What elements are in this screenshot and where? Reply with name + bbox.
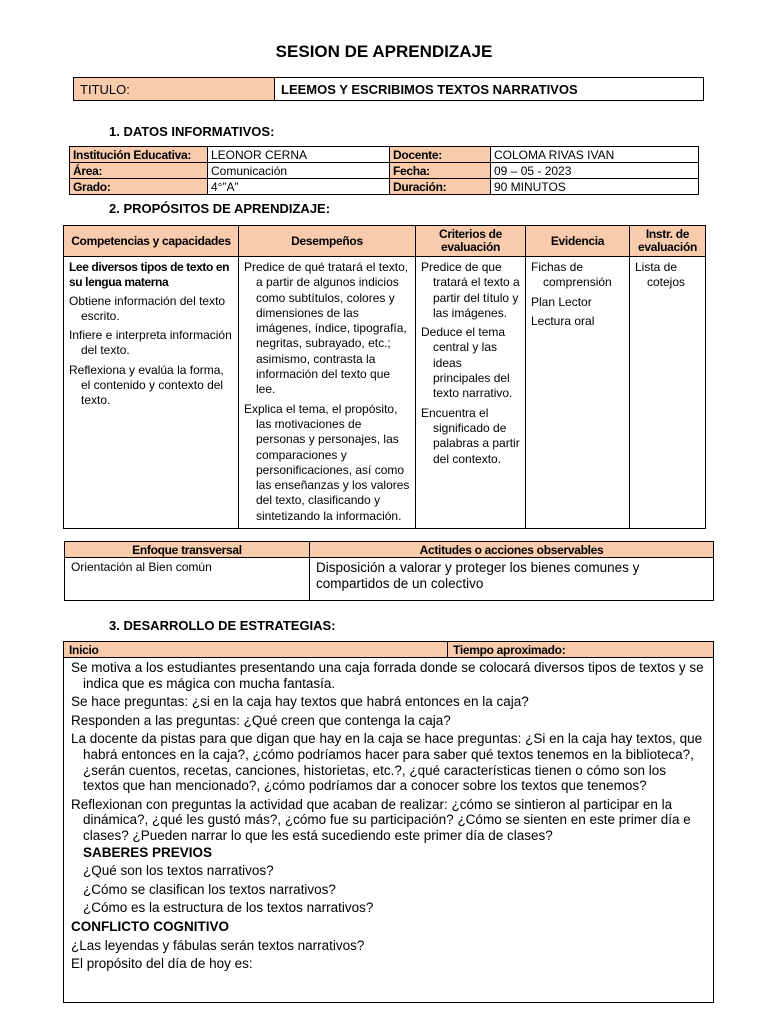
strategy-paragraph: Reflexionan con preguntas la actividad que acaban de realizar: ¿cómo se sintieron al participar en la dinámica?, ¿qué les gustó más?, ¿cómo fue su participación? ¿Cómo se sienten en este primer día e clases? ¿Pueden narrar lo que les está sucediendo este primer día de clases? bbox=[71, 796, 691, 843]
grado-value: 4°”A” bbox=[208, 179, 390, 195]
strategy-paragraph: La docente da pistas para que digan que hay en la caja se hace preguntas: ¿Si en la caja hay textos, que habrá entonces en la caja?, ¿cómo podríamos hacer para saber qué textos tenemos en la biblioteca?, ¿serán cuentos, recetas, canciones, historietas, etc.?, ¿qué características tienen o cómo son los textos que han mencionado?, ¿cómo podríamos dar a conocer sobre los textos que tenemos? bbox=[71, 731, 703, 794]
header-actitudes: Actitudes o acciones observables bbox=[310, 542, 714, 558]
saberes-previos-heading: SABERES PREVIOS bbox=[83, 844, 213, 860]
criterio-item: Deduce el tema central y las ideas principales del texto narrativo. bbox=[421, 325, 513, 401]
header-instrumento: Instr. de evaluación bbox=[630, 226, 706, 257]
duracion-value: 90 MINUTOS bbox=[491, 179, 699, 195]
evidencia-item: Plan Lector bbox=[531, 294, 592, 309]
docente-label: Docente: bbox=[390, 147, 491, 163]
strategy-paragraph: Se motiva a los estudiantes presentando una caja forrada donde se colocará diversos tipos de textos y se indica que es mágica con mucha fantasía. bbox=[71, 660, 704, 691]
evidencias-cell bbox=[526, 257, 630, 529]
area-value: Comunicación bbox=[208, 163, 390, 179]
header-tiempo: Tiempo aproximado: bbox=[448, 642, 714, 658]
criterios-cell bbox=[416, 257, 526, 529]
section-estrategias-heading: 3. DESARROLLO DE ESTRATEGIAS: bbox=[109, 618, 336, 633]
competencia-title: Lee diversos tipos de texto en su lengua materna bbox=[69, 260, 230, 290]
titulo-value: LEEMOS Y ESCRIBIMOS TEXTOS NARRATIVOS bbox=[275, 78, 704, 101]
header-enfoque: Enfoque transversal bbox=[65, 542, 310, 558]
section-datos-heading: 1. DATOS INFORMATIVOS: bbox=[109, 124, 275, 139]
saberes-question: ¿Cómo es la estructura de los textos narrativos? bbox=[83, 900, 374, 916]
propositos-table bbox=[63, 225, 706, 529]
capacidad-item: Infiere e interpreta información del texto. bbox=[69, 328, 232, 358]
estrategias-body bbox=[64, 658, 714, 1003]
instrumento-item: Lista de cotejos bbox=[635, 260, 686, 290]
estrategias-table bbox=[63, 641, 714, 1003]
docente-value: COLOMA RIVAS IVAN bbox=[491, 147, 699, 163]
desempeno-item: Predice de qué tratará el texto, a partir de algunos indicios como subtítulos, colores y dimensiones de las imágenes, índice, tipografía, negritas, subrayado, etc.; asimismo, contrasta la información del texto que lee. bbox=[244, 260, 409, 397]
institucion-label: Institución Educativa: bbox=[70, 147, 208, 163]
strategy-paragraph: Se hace preguntas: ¿si en la caja hay textos que habrá entonces en la caja? bbox=[71, 694, 529, 710]
titulo-label: TITULO: bbox=[74, 78, 275, 101]
evidencia-item: Fichas de comprensión bbox=[531, 260, 612, 290]
section-propositos-heading: 2. PROPÓSITOS DE APRENDIZAJE: bbox=[109, 201, 331, 216]
institucion-value: LEONOR CERNA bbox=[208, 147, 390, 163]
area-label: Área: bbox=[70, 163, 208, 179]
instrumento-cell bbox=[630, 257, 706, 529]
enfoque-value: Orientación al Bien común bbox=[65, 558, 310, 601]
datos-table bbox=[69, 146, 699, 195]
grado-label: Grado: bbox=[70, 179, 208, 195]
header-competencias: Competencias y capacidades bbox=[64, 226, 239, 257]
competencias-cell bbox=[64, 257, 239, 529]
conflicto-heading: CONFLICTO COGNITIVO bbox=[71, 918, 229, 934]
saberes-question: ¿Cómo se clasifican los textos narrativos? bbox=[83, 881, 336, 897]
header-desempenos: Desempeños bbox=[239, 226, 416, 257]
evidencia-item: Lectura oral bbox=[531, 313, 595, 328]
conflicto-question: ¿Las leyendas y fábulas serán textos narrativos? bbox=[71, 937, 365, 953]
header-criterios: Criterios de evaluación bbox=[416, 226, 526, 257]
actitud-value: Disposición a valorar y proteger los bienes comunes y compartidos de un colectivo bbox=[310, 558, 714, 601]
proposito-text: El propósito del día de hoy es: bbox=[71, 956, 253, 972]
header-inicio: Inicio bbox=[64, 642, 448, 658]
desempeno-item: Explica el tema, el propósito, las motivaciones de personas y personajes, las comparaciones y personificaciones, así como las enseñanzas y los valores del texto, clasificando y sintetizando la información. bbox=[244, 401, 410, 523]
strategy-paragraph: Responden a las preguntas: ¿Qué creen que contenga la caja? bbox=[71, 712, 451, 728]
enfoque-table bbox=[64, 541, 714, 601]
fecha-label: Fecha: bbox=[390, 163, 491, 179]
fecha-value: 09 – 05 - 2023 bbox=[491, 163, 699, 179]
saberes-question: ¿Qué son los textos narrativos? bbox=[83, 863, 274, 879]
criterio-item: Predice de que tratará el texto a partir del título y las imágenes. bbox=[421, 260, 520, 320]
titulo-table bbox=[73, 77, 704, 101]
header-evidencia: Evidencia bbox=[526, 226, 630, 257]
desempenos-cell bbox=[239, 257, 416, 529]
criterio-item: Encuentra el significado de palabras a partir del contexto. bbox=[421, 405, 520, 466]
duracion-label: Duración: bbox=[390, 179, 491, 195]
capacidad-item: Reflexiona y evalúa la forma, el contenido y contexto del texto. bbox=[69, 362, 224, 408]
capacidad-item: Obtiene información del texto escrito. bbox=[69, 293, 226, 323]
document-title: SESION DE APRENDIZAJE bbox=[275, 42, 493, 61]
